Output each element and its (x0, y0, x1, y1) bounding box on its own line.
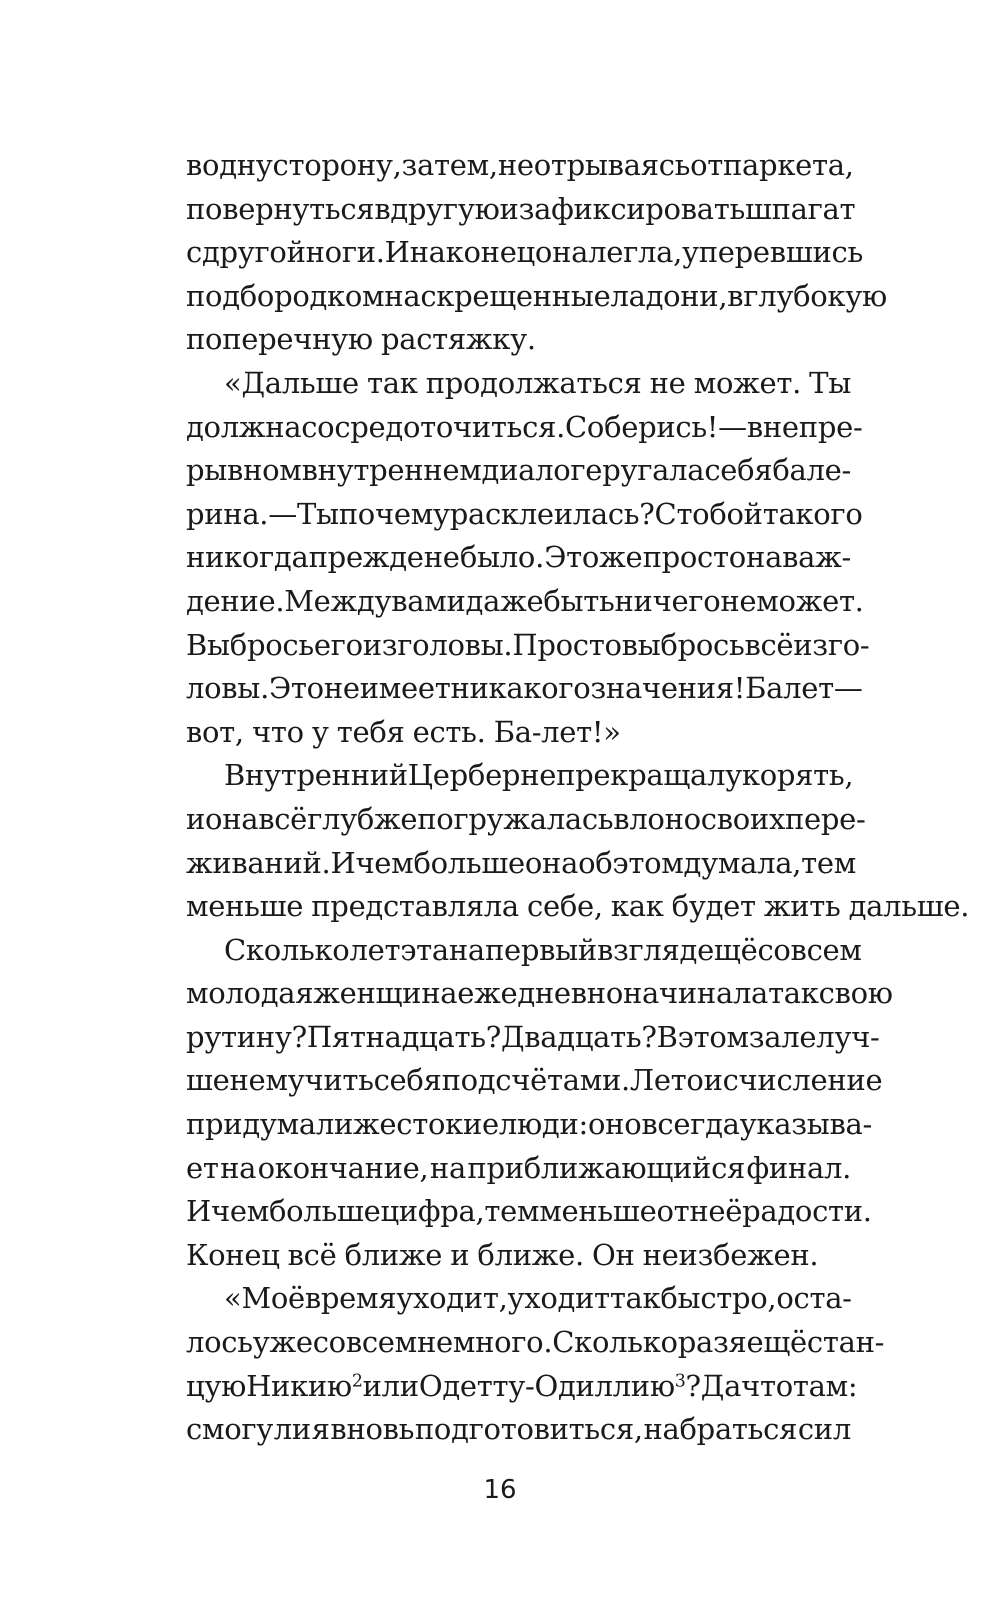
text-line: поперечную растяжку. (186, 322, 536, 357)
text-line: Выбрось его из головы. Просто выбрось всё из го- (186, 627, 870, 662)
text-line: должна сосредоточиться. Соберись! — в непре- (186, 409, 863, 444)
text-line: лось уже совсем немного. Сколько раз я ещё стан- (186, 1325, 885, 1360)
text-line: И чем больше цифра, тем меньше от неё радости. (186, 1194, 872, 1229)
footnote-marker[interactable]: 2 (351, 1371, 363, 1392)
text-line: никогда прежде не было. Это же просто наваж- (186, 540, 851, 575)
text-line: Сколько лет эта на первый взгляд ещё совсем (224, 932, 862, 967)
text-line: цую Никию$^2$ или Одетту-Одиллию$^3$? Да что там: (186, 1368, 858, 1403)
text-line: повернуться в другую и зафиксировать шпагат (186, 191, 856, 226)
text-line: ловы. Это не имеет никакого значения! Балет — (186, 671, 863, 706)
text-line: вот, что у тебя есть. Ба-лет!» (186, 714, 621, 749)
text-line: «Дальше так продолжаться не может. Ты (224, 365, 851, 400)
footnote-marker[interactable]: 3 (674, 1371, 686, 1392)
text-line: ше не мучить себя подсчётами. Летоисчисление (186, 1063, 883, 1098)
text-line: молодая женщина ежедневно начинала так свою (186, 976, 893, 1011)
text-line: «Моё время уходит, уходит так быстро, оста- (224, 1281, 852, 1316)
text-line: рутину? Пятнадцать? Двадцать? В этом зале луч- (186, 1019, 880, 1054)
text-line: Внутренний Цербер не прекращал укорять, (224, 758, 854, 793)
text-line: рывном внутреннем диалоге ругала себя бале- (186, 453, 851, 488)
text-line: дение. Между вами даже быть ничего не может. (186, 583, 864, 618)
text-line: придумали жестокие люди: оно всегда указыва- (186, 1107, 873, 1142)
text-line: смогу ли я вновь подготовиться, набраться сил (186, 1412, 851, 1447)
text-line: и она всё глубже погружалась в лоно своих пере- (186, 801, 866, 836)
body-text (186, 144, 970, 1452)
text-line: Конец всё ближе и ближе. Он неизбежен. (186, 1237, 819, 1272)
text-line: меньше представляла себе, как будет жить дальше. (186, 889, 970, 924)
text-line: рина. — Ты почему расклеилась? С тобой такого (186, 496, 863, 531)
text-line: с другой ноги. И наконец она легла, уперевшись (186, 235, 863, 270)
text-line: подбородком на скрещенные ладони, в глубокую (186, 278, 887, 313)
text-line: ет на окончание, на приближающийся финал. (186, 1150, 851, 1185)
text-line: в одну сторону, затем, не отрываясь от паркета, (186, 148, 854, 182)
text-line: живаний. И чем больше она об этом думала, тем (186, 845, 856, 880)
page-number: 16 (483, 1475, 517, 1505)
